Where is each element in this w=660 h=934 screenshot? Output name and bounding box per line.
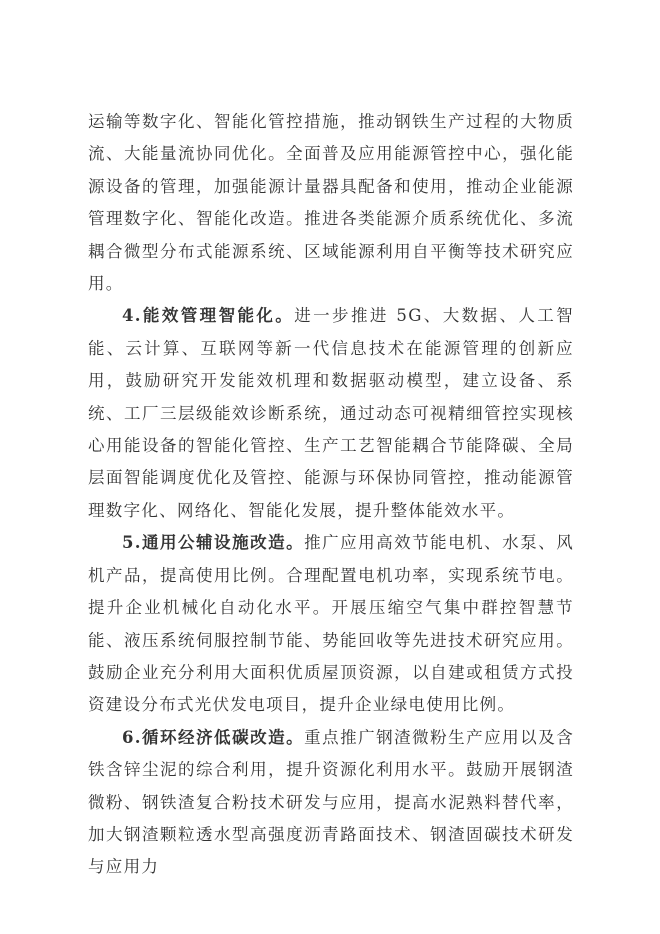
paragraph-continuation — [88, 106, 574, 300]
paragraph-text: 进一步推进 5G、大数据、人工智能、云计算、互联网等新一代信息技术在能源管理的创新应用，鼓励研究开发能效机理和数据驱动模型，建立设备、系统、工厂三层级能效诊断系统，通过动态可视精细管控实现核心用能设备的智能化管控、生产工艺智能耦合节能降碳、全局层面智能调度优化及管控、能源与环保协同管控，推动能源管理数字化、网络化、智能化发展，提升整体能效水平。 — [88, 306, 574, 520]
paragraph-text: 重点推广钢渣微粉生产应用以及含铁含锌尘泥的综合利用，提升资源化利用水平。鼓励开展钢渣微粉、钢铁渣复合粉技术研发与应用，提高水泥熟料替代率，加大钢渣颗粒透水型高强度沥青路面技术、钢渣固碳技术研发与应用力 — [88, 727, 575, 877]
paragraph-lead: 4.能效管理智能化。 — [122, 306, 295, 326]
paragraph-lead: 6.循环经济低碳改造。 — [122, 727, 305, 747]
paragraph-text: 推广应用高效节能电机、水泵、风机产品，提高使用比例。合理配置电机功率，实现系统节电。提升企业机械化自动化水平。开展压缩空气集中群控智慧节能、液压系统伺服控制节能、势能回收等先进技术研究应用。鼓励企业充分利用大面积优质屋顶资源，以自建或租赁方式投资建设分布式光伏发电项目，提升企业绿电使用比例。 — [88, 533, 575, 715]
paragraph-text: 运输等数字化、智能化管控措施，推动钢铁生产过程的大物质流、大能量流协同优化。全面普及应用能源管控中心，强化能源设备的管理，加强能源计量器具配备和使用，推动企业能源管理数字化、智能化改造。推进各类能源介质系统优化、多流耦合微型分布式能源系统、区域能源利用自平衡等技术研究应用。 — [88, 112, 574, 294]
paragraph-item-5 — [88, 527, 574, 721]
paragraph-item-4 — [88, 300, 574, 527]
paragraph-item-6 — [88, 722, 574, 884]
paragraph-lead: 5.通用公辅设施改造。 — [122, 533, 305, 553]
